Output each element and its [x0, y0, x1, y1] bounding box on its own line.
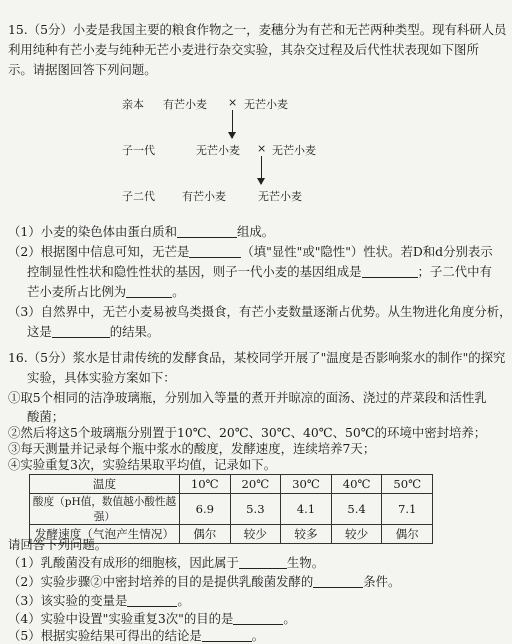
q15-sub2-line1: （2）根据图中信息可知，无芒是 （填"显性"或"隐性"）性状。若D和d分别表示	[8, 244, 493, 259]
table-header-cell: 20℃	[230, 475, 281, 494]
arrow-down-icon	[232, 110, 233, 138]
f1-label: 子一代	[122, 144, 155, 157]
q16-step3: ③每天测量并记录每个瓶中浆水的酸度，发酵速度，连续培养7天；	[8, 441, 376, 456]
table-cell: 较少	[331, 525, 382, 544]
f1-awnless-right: 无芒小麦	[272, 144, 316, 157]
table-header-cell: 温度	[30, 475, 180, 494]
q15-sub3-line1: （3）自然界中，无芒小麦易被鸟类摄食，有芒小麦数量逐渐占优势。从生物进化角度分析，	[8, 304, 512, 319]
table-cell: 偶尔	[180, 525, 231, 544]
table-header-cell: 50℃	[382, 475, 433, 494]
q16-sub1: （1）乳酸菌没有成形的细胞核，因此属于 生物。	[8, 555, 325, 570]
table-cell: 5.4	[331, 494, 382, 525]
q16-step4: ④实验重复3次，实验结果取平均值，记录如下。	[8, 457, 277, 472]
cross-symbol: ×	[228, 96, 238, 109]
q15-stem-line3: 示。请据图回答下列问题。	[8, 62, 157, 77]
f2-awnless: 无芒小麦	[258, 190, 302, 203]
q15-sub2-line2: 控制显性性状和隐性性状的基因，则子一代小麦的基因组成是 ；子二代中有	[27, 264, 492, 279]
table-header-cell: 10℃	[180, 475, 231, 494]
answer-blank[interactable]	[233, 612, 283, 625]
table-row	[30, 475, 433, 494]
answer-blank[interactable]	[127, 594, 177, 607]
f2-awned: 有芒小麦	[182, 190, 226, 203]
q15-sub1: （1）小麦的染色体由蛋白质和 组成。	[8, 224, 275, 239]
answer-blank[interactable]	[202, 629, 252, 642]
q15-sub2-line3: 芒小麦所占比例为 。	[27, 284, 185, 299]
q16-stem-line2: 实验，具体实验方案如下：	[27, 370, 176, 385]
table-header-cell: 40℃	[331, 475, 382, 494]
table-cell: 酸度（pH值，数值越小酸性越强）	[30, 494, 180, 525]
q16-sub2: （2）实验步骤②中密封培养的目的是提供乳酸菌发酵的 条件。	[8, 574, 401, 589]
table-cell: 4.1	[281, 494, 332, 525]
table-cell: 偶尔	[382, 525, 433, 544]
arrow-down-icon	[261, 156, 262, 184]
results-table	[29, 474, 433, 544]
answer-blank[interactable]	[313, 575, 363, 588]
f1-cross-symbol: ×	[257, 142, 267, 155]
answer-blank[interactable]	[177, 225, 237, 238]
q15-stem-line2: 利用纯种有芒小麦与纯种无芒小麦进行杂交实验，其杂交过程及后代性状表现如下图所	[8, 42, 479, 57]
answer-blank[interactable]	[126, 285, 172, 298]
answer-blank[interactable]	[189, 245, 241, 258]
q16-sub4: （4）实验中设置"实验重复3次"的目的是 。	[8, 611, 296, 626]
answer-blank[interactable]	[239, 556, 287, 569]
q16-step2: ②然后将这5个玻璃瓶分别置于10℃、20℃、30℃、40℃、50℃的环境中密封培养；	[8, 425, 487, 440]
f1-awnless-left: 无芒小麦	[196, 144, 240, 157]
table-cell: 6.9	[180, 494, 231, 525]
f2-label: 子二代	[122, 190, 155, 203]
q16-step1-cont: 酸菌；	[27, 409, 65, 424]
q16-stem-line1: 16.（5分）浆水是甘肃传统的发酵食品，某校同学开展了"温度是否影响浆水的制作"的探究	[8, 350, 506, 365]
answer-blank[interactable]	[362, 265, 418, 278]
parent-label: 亲本	[122, 98, 144, 111]
table-header-cell: 30℃	[281, 475, 332, 494]
table-cell: 5.3	[230, 494, 281, 525]
q16-prompt: 请回答下列问题。	[8, 537, 108, 552]
q15-stem-line1: 15.（5分）小麦是我国主要的粮食作物之一，麦穗分为有芒和无芒两种类型。现有科研人员	[8, 22, 507, 37]
parent-awned: 有芒小麦	[163, 98, 207, 111]
table-cell: 7.1	[382, 494, 433, 525]
parent-awnless: 无芒小麦	[244, 98, 288, 111]
q15-sub3-line2: 这是 的结果。	[27, 324, 160, 339]
q16-sub5: （5）根据实验结果可得出的结论是 。	[8, 628, 265, 643]
answer-blank[interactable]	[52, 325, 110, 338]
q16-step1: ①取5个相同的洁净玻璃瓶，分别加入等量的煮开并晾凉的面汤、浇过的芹菜段和活性乳	[8, 390, 487, 405]
table-row	[30, 494, 433, 525]
q16-sub3: （3）该实验的变量是 。	[8, 593, 190, 608]
table-cell: 发酵速度（气泡产生情况）	[30, 525, 180, 544]
table-cell: 较多	[281, 525, 332, 544]
table-cell: 较少	[230, 525, 281, 544]
